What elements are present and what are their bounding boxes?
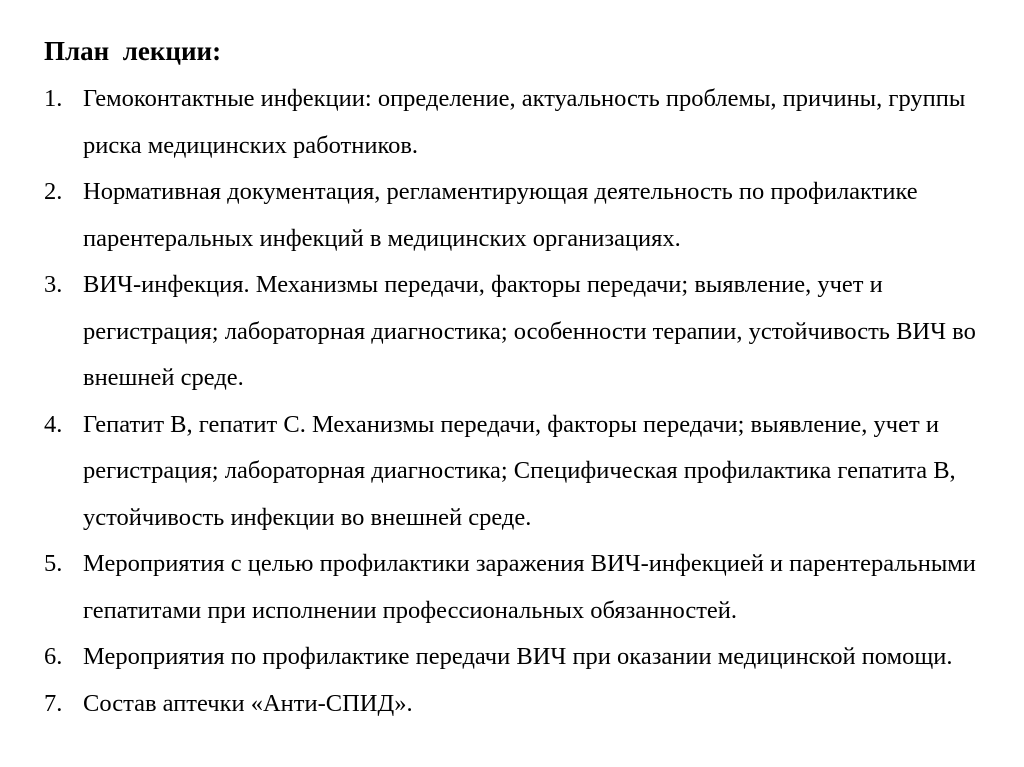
list-item-number: 6. xyxy=(44,643,63,670)
list-item-number: 2. xyxy=(44,178,63,205)
list-item xyxy=(44,76,984,169)
list-item-number: 1. xyxy=(44,85,63,112)
list-item-text: ВИЧ-инфекция. Механизмы передачи, факторы передачи; выявление, учет и регистрация; лабораторная диагностика; особенности терапии, устойчивость ВИЧ во внешней среде. xyxy=(83,271,976,391)
list-item xyxy=(44,169,984,262)
list-item-text: Состав аптечки «Анти-СПИД». xyxy=(83,689,413,717)
page-title: План лекции: xyxy=(44,36,222,66)
list-item xyxy=(44,402,984,542)
list-item-text: Мероприятия с целью профилактики заражения ВИЧ-инфекцией и парентеральными гепатитами при исполнении профессиональных обязанностей. xyxy=(83,550,976,624)
list-item-text: Гемоконтактные инфекции: определение, актуальность проблемы, причины, группы риска медицинских работников. xyxy=(83,85,966,159)
list-item-number: 7. xyxy=(44,689,63,717)
list-item xyxy=(44,541,984,634)
list-item-number: 3. xyxy=(44,271,63,298)
list-item-number: 4. xyxy=(44,410,63,438)
list-item-text: Мероприятия по профилактике передачи ВИЧ при оказании медицинской помощи. xyxy=(83,643,953,670)
list-item xyxy=(44,262,984,402)
list-item-text: Нормативная документация, регламентирующая деятельность по профилактике парентеральных инфекций в медицинских организациях. xyxy=(83,178,918,252)
lecture-plan-list xyxy=(44,76,984,727)
list-item-number: 5. xyxy=(44,550,63,577)
list-item xyxy=(44,681,984,728)
list-item xyxy=(44,634,984,681)
list-item-text: Гепатит В, гепатит С. Механизмы передачи, факторы передачи; выявление, учет и регистрация; лабораторная диагностика; Специфическая профилактика гепатита В, устойчивость инфекции во внешней среде. xyxy=(83,410,956,531)
